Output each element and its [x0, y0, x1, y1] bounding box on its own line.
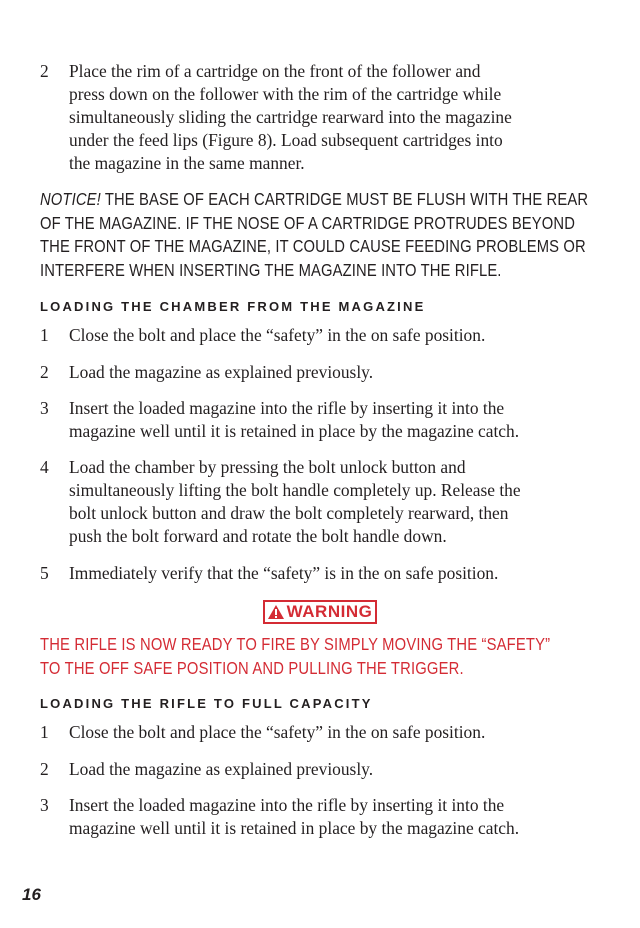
list-item: 3 Insert the loaded magazine into the rifle by inserting it into the magazine well until it is retained in place by the magazine catch.	[40, 398, 520, 441]
page-number: 16	[22, 885, 41, 904]
list-item: 2 Load the magazine as explained previously.	[40, 362, 374, 382]
list-item: 1 Close the bolt and place the “safety” in the on safe position.	[40, 722, 486, 742]
warning-text: THE RIFLE IS NOW READY TO FIRE BY SIMPLY MOVING THE “SAFETY” TO THE OFF SAFE POSITION AND PULLING THE TRIGGER.	[40, 634, 551, 678]
notice-lead: NOTICE!	[40, 189, 101, 209]
list-item: 5 Immediately verify that the “safety” is in the on safe position.	[40, 563, 499, 583]
list-item: 2 Load the magazine as explained previously.	[40, 759, 374, 779]
section-heading-loading-chamber: LOADING THE CHAMBER FROM THE MAGAZINE	[40, 299, 426, 314]
step-text: Place the rim of a cartridge on the front of the follower and press down on the follower with the rim of the cartridge while simultaneously sliding the cartridge rearward into the magazine under the feed lips (Figure 8). Load subsequent cartridges into the magazine in the same manner.	[69, 61, 512, 173]
section-heading-full-capacity: LOADING THE RIFLE TO FULL CAPACITY	[40, 696, 373, 711]
notice-block: NOTICE! THE BASE OF EACH CARTRIDGE MUST BE FLUSH WITH THE REAR OF THE MAGAZINE. IF THE NOSE OF A CARTRIDGE PROTRUDES BEYOND THE FRONT OF THE MAGAZINE, IT COULD CAUSE FEEDING PROBLEMS OR INTERFERE WHEN INSERTING THE MAGAZINE INTO THE RIFLE.	[40, 189, 589, 280]
list-item	[40, 60, 600, 175]
warning-badge: WARNING	[263, 600, 378, 624]
warning-badge-row	[0, 600, 640, 625]
list-item: 1 Close the bolt and place the “safety” in the on safe position.	[40, 325, 486, 345]
list-item: 4 Load the chamber by pressing the bolt unlock button and simultaneously lifting the bolt handle completely up. Release the bolt unlock button and draw the bolt completely rearward, then push the bolt forward and rotate the bolt handle down.	[40, 457, 521, 546]
list-item: 3 Insert the loaded magazine into the rifle by inserting it into the magazine well until it is retained in place by the magazine catch.	[40, 795, 520, 838]
warning-triangle-icon	[267, 604, 285, 620]
step-number: 2	[40, 61, 49, 81]
